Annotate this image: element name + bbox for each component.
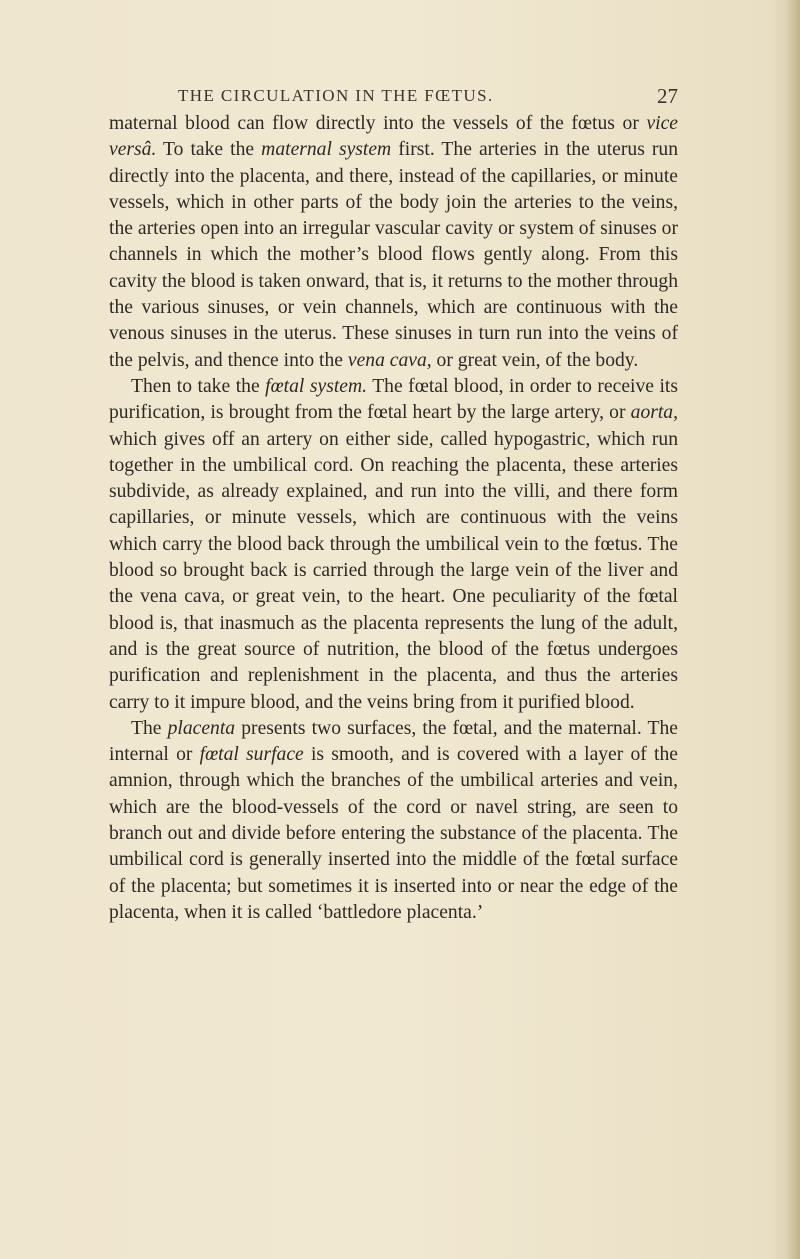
italic-term: placenta [167,717,236,739]
text-segment: The [131,717,168,739]
italic-term: fœtal system. [265,375,368,397]
text-segment: or great vein, of the body. [431,349,639,371]
body-text [109,111,678,926]
text-segment: maternal blood can flow directly into the vessels of the fœtus or [109,113,647,134]
text-segment: To take the [156,139,262,161]
page-number: 27 [657,84,678,108]
italic-term: vena cava, [347,349,432,371]
page-header [118,86,678,110]
text-segment: The fœtal blood, in order to receive its purification, is brought from the fœtal heart by the large artery, or [109,375,678,424]
text-segment: Then to take the [131,375,266,397]
text-segment: presents two surfaces, the fœtal, and the maternal. The internal or [109,717,678,766]
italic-term: aorta, [630,402,678,424]
running-head: THE CIRCULATION IN THE FŒTUS. [178,86,494,105]
italic-term: vice versâ. [109,113,678,161]
paragraph-placenta [109,716,678,926]
text-segment: first. The arteries in the uterus run directly into the placenta, and there, instead of the capillaries, or minute vessels, which in other parts of the body join the arteries to the veins, the arteries open into an irregular vascular cavity or system of sinuses or channels in which the mother’s blood flows gently along. From this cavity the blood is taken onward, that is, it returns to the mother through the various sinuses, or vein channels, which are continuous with the venous sinuses in the uterus. These sinuses in turn run into the veins of the pelvis, and thence into the [109,139,678,371]
text-segment: which gives off an artery on either side, called hypogastric, which run together in the umbilical cord. On reaching the placenta, these arteries subdivide, as already explained, and run into the villi, and there form capillaries, or minute vessels, which are continuous with the veins which carry the blood back through the umbilical vein to the fœtus. The blood so brought back is carried through the large vein of the liver and the vena cava, or great vein, to the heart. One peculiarity of the fœtal blood is, that inasmuch as the placenta represents the lung of the adult, and is the great source of nutrition, the blood of the fœtus undergoes purification and replenishment in the placenta, and thus the arteries carry to it impure blood, and the veins bring from it purified blood. [109,428,678,713]
paragraph-foetal-system [109,374,678,716]
page-edge-shadow [786,0,800,1259]
italic-term: maternal system [261,139,392,161]
text-segment: is smooth, and is covered with a layer of the amnion, through which the branches of the umbilical arteries and vein, which are the blood-vessels of the cord or navel string, are seen to branch out and divide before entering the substance of the placenta. The umbilical cord is generally inserted into the middle of the fœtal surface of the placenta; but sometimes it is inserted into or near the edge of the placenta, when it is called ‘battledore placenta.’ [109,744,678,923]
italic-term: fœtal surface [199,744,304,766]
paragraph-maternal-system [109,111,678,374]
